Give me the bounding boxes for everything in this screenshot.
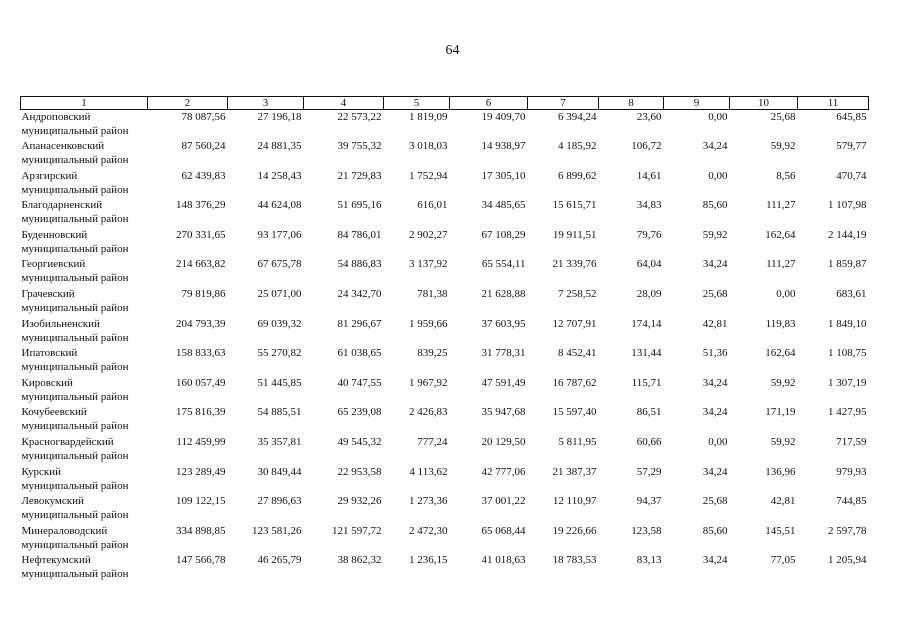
value-cell: 270 331,65 — [176, 228, 226, 241]
value-cell: 162,64 — [765, 347, 796, 360]
table-row — [21, 553, 869, 583]
value-cell: 3 018,03 — [409, 140, 448, 153]
district-type: муниципальный район — [21, 450, 129, 463]
district-name-cell — [21, 257, 148, 287]
value-cell: 744,85 — [836, 495, 867, 508]
district-name: Георгиевский — [21, 258, 86, 271]
column-header: 9 — [664, 97, 730, 110]
value-cell: 123 289,49 — [176, 465, 226, 478]
district-name-cell — [21, 110, 148, 140]
value-cell: 1 849,10 — [828, 317, 867, 330]
value-cell: 59,92 — [770, 436, 796, 449]
value-cell: 12 707,91 — [552, 317, 597, 330]
table-row — [21, 376, 869, 406]
column-header: 3 — [228, 97, 304, 110]
value-cell: 1 967,92 — [409, 376, 448, 389]
value-cell: 77,05 — [770, 554, 796, 567]
value-cell: 54 885,51 — [257, 406, 302, 419]
district-type: муниципальный район — [21, 272, 129, 285]
value-cell: 55 270,82 — [257, 347, 302, 360]
value-cell: 8 452,41 — [558, 347, 597, 360]
district-name: Апанасенковский — [21, 140, 105, 153]
district-name-cell — [21, 317, 148, 347]
value-cell: 645,85 — [836, 111, 867, 123]
value-cell: 34,83 — [636, 199, 662, 212]
value-cell: 46 265,79 — [257, 554, 302, 567]
value-cell: 175 816,39 — [176, 406, 226, 419]
value-cell: 106,72 — [631, 140, 662, 153]
value-cell: 64,04 — [636, 258, 662, 271]
district-type: муниципальный район — [21, 390, 129, 403]
district-type: муниципальный район — [21, 509, 129, 522]
value-cell: 23,60 — [636, 111, 662, 123]
value-cell: 37 603,95 — [481, 317, 526, 330]
table-row — [21, 139, 869, 169]
district-type: муниципальный район — [21, 183, 129, 196]
value-cell: 1 819,09 — [409, 111, 448, 123]
value-cell: 717,59 — [836, 436, 867, 449]
value-cell: 34 485,65 — [481, 199, 526, 212]
value-cell: 22 953,58 — [337, 465, 382, 478]
value-cell: 19 911,51 — [552, 228, 597, 241]
value-cell: 21 339,76 — [552, 258, 597, 271]
value-cell: 59,92 — [770, 140, 796, 153]
district-type: муниципальный район — [21, 154, 129, 167]
value-cell: 579,77 — [836, 140, 867, 153]
value-cell: 41 018,63 — [481, 554, 526, 567]
district-name: Андроповский — [21, 111, 91, 123]
value-cell: 0,00 — [708, 169, 728, 182]
value-cell: 145,51 — [765, 524, 796, 537]
value-cell: 214 663,82 — [176, 258, 226, 271]
value-cell: 17 305,10 — [481, 169, 526, 182]
value-cell: 131,44 — [631, 347, 662, 360]
value-cell: 19 226,66 — [552, 524, 597, 537]
district-name-cell — [21, 405, 148, 435]
district-name: Левокумский — [21, 495, 84, 508]
value-cell: 86,51 — [636, 406, 662, 419]
value-cell: 57,29 — [636, 465, 662, 478]
value-cell: 25,68 — [702, 495, 728, 508]
value-cell: 65 554,11 — [481, 258, 526, 271]
district-name-cell — [21, 435, 148, 465]
value-cell: 47 591,49 — [481, 376, 526, 389]
district-type: муниципальный район — [21, 331, 129, 344]
value-cell: 123 581,26 — [252, 524, 302, 537]
value-cell: 93 177,06 — [257, 228, 302, 241]
value-cell: 119,83 — [765, 317, 796, 330]
value-cell: 121 597,72 — [332, 524, 382, 537]
column-header: 10 — [730, 97, 798, 110]
value-cell: 16 787,62 — [552, 376, 597, 389]
value-cell: 65 239,08 — [337, 406, 382, 419]
value-cell: 18 783,53 — [552, 554, 597, 567]
value-cell: 15 615,71 — [552, 199, 597, 212]
value-cell: 781,38 — [417, 288, 448, 301]
value-cell: 839,25 — [417, 347, 448, 360]
value-cell: 67 675,78 — [257, 258, 302, 271]
district-name-cell — [21, 524, 148, 554]
table-row — [21, 494, 869, 524]
district-type: муниципальный район — [21, 568, 129, 581]
value-cell: 15 597,40 — [552, 406, 597, 419]
value-cell: 0,00 — [708, 111, 728, 123]
value-cell: 112 459,99 — [176, 436, 226, 449]
value-cell: 1 307,19 — [828, 376, 867, 389]
value-cell: 1 273,36 — [409, 495, 448, 508]
value-cell: 35 357,81 — [257, 436, 302, 449]
value-cell: 109 122,15 — [176, 495, 226, 508]
district-name: Кочубеевский — [21, 406, 87, 419]
value-cell: 40 747,55 — [337, 376, 382, 389]
value-cell: 204 793,39 — [176, 317, 226, 330]
table-row — [21, 228, 869, 258]
district-type: муниципальный район — [21, 213, 129, 226]
value-cell: 54 886,83 — [337, 258, 382, 271]
value-cell: 78 087,56 — [181, 111, 226, 123]
value-cell: 25,68 — [702, 288, 728, 301]
district-type: муниципальный район — [21, 125, 129, 137]
value-cell: 42,81 — [770, 495, 796, 508]
table-row — [21, 465, 869, 495]
value-cell: 27 196,18 — [257, 111, 302, 123]
value-cell: 34,24 — [702, 406, 728, 419]
district-name-cell — [21, 287, 148, 317]
header-row — [21, 97, 869, 110]
budget-table — [20, 96, 869, 583]
value-cell: 1 107,98 — [828, 199, 867, 212]
value-cell: 4 113,62 — [409, 465, 448, 478]
value-cell: 51 445,85 — [257, 376, 302, 389]
district-name: Нефтекумский — [21, 554, 91, 567]
value-cell: 2 144,19 — [828, 228, 867, 241]
district-name: Грачевский — [21, 288, 75, 301]
district-name-cell — [21, 139, 148, 169]
value-cell: 174,14 — [631, 317, 662, 330]
value-cell: 42,81 — [702, 317, 728, 330]
value-cell: 39 755,32 — [337, 140, 382, 153]
value-cell: 62 439,83 — [181, 169, 226, 182]
value-cell: 1 108,75 — [828, 347, 867, 360]
value-cell: 34,24 — [702, 465, 728, 478]
district-type: муниципальный район — [21, 420, 129, 433]
value-cell: 35 947,68 — [481, 406, 526, 419]
value-cell: 69 039,32 — [257, 317, 302, 330]
table-row — [21, 169, 869, 199]
value-cell: 42 777,06 — [481, 465, 526, 478]
district-name: Красногвардейский — [21, 436, 114, 449]
value-cell: 111,27 — [766, 199, 796, 212]
value-cell: 2 426,83 — [409, 406, 448, 419]
value-cell: 34,24 — [702, 258, 728, 271]
value-cell: 79,76 — [636, 228, 662, 241]
column-header: 7 — [528, 97, 599, 110]
district-name-cell — [21, 553, 148, 583]
district-type: муниципальный район — [21, 538, 129, 551]
table-row — [21, 435, 869, 465]
value-cell: 67 108,29 — [481, 228, 526, 241]
value-cell: 44 624,08 — [257, 199, 302, 212]
value-cell: 31 778,31 — [481, 347, 526, 360]
value-cell: 777,24 — [417, 436, 448, 449]
value-cell: 1 959,66 — [409, 317, 448, 330]
value-cell: 61 038,65 — [337, 347, 382, 360]
value-cell: 79 819,86 — [181, 288, 226, 301]
value-cell: 21 387,37 — [552, 465, 597, 478]
page-number: 64 — [445, 43, 460, 58]
district-type: муниципальный район — [21, 302, 129, 315]
district-name: Ипатовский — [21, 347, 78, 360]
value-cell: 19 409,70 — [481, 111, 526, 123]
value-cell: 38 862,32 — [337, 554, 382, 567]
value-cell: 123,58 — [631, 524, 662, 537]
table-row — [21, 317, 869, 347]
value-cell: 51,36 — [702, 347, 728, 360]
value-cell: 14,61 — [636, 169, 662, 182]
value-cell: 1 859,87 — [828, 258, 867, 271]
value-cell: 136,96 — [765, 465, 796, 478]
district-name: Арзгирский — [21, 169, 78, 182]
value-cell: 158 833,63 — [176, 347, 226, 360]
value-cell: 2 472,30 — [409, 524, 448, 537]
value-cell: 84 786,01 — [337, 228, 382, 241]
value-cell: 3 137,92 — [409, 258, 448, 271]
value-cell: 160 057,49 — [176, 376, 226, 389]
value-cell: 51 695,16 — [337, 199, 382, 212]
table-row — [21, 287, 869, 317]
district-name-cell — [21, 228, 148, 258]
value-cell: 470,74 — [836, 169, 867, 182]
value-cell: 14 938,97 — [481, 140, 526, 153]
value-cell: 24 881,35 — [257, 140, 302, 153]
value-cell: 59,92 — [770, 376, 796, 389]
column-header: 11 — [798, 97, 869, 110]
value-cell: 0,00 — [776, 288, 796, 301]
value-cell: 1 427,95 — [828, 406, 867, 419]
table-body — [21, 110, 869, 584]
value-cell: 20 129,50 — [481, 436, 526, 449]
district-name-cell — [21, 346, 148, 376]
value-cell: 1 205,94 — [828, 554, 867, 567]
district-name-cell — [21, 169, 148, 199]
value-cell: 85,60 — [702, 524, 728, 537]
value-cell: 334 898,85 — [176, 524, 226, 537]
district-type: муниципальный район — [21, 242, 129, 255]
column-header: 5 — [384, 97, 450, 110]
value-cell: 2 902,27 — [409, 228, 448, 241]
value-cell: 6 394,24 — [558, 111, 597, 123]
table-row — [21, 346, 869, 376]
value-cell: 147 566,78 — [176, 554, 226, 567]
column-header: 2 — [148, 97, 228, 110]
value-cell: 87 560,24 — [181, 140, 226, 153]
column-header: 6 — [450, 97, 528, 110]
value-cell: 171,19 — [765, 406, 796, 419]
value-cell: 34,24 — [702, 376, 728, 389]
district-name-cell — [21, 376, 148, 406]
value-cell: 60,66 — [636, 436, 662, 449]
value-cell: 83,13 — [636, 554, 662, 567]
value-cell: 34,24 — [702, 554, 728, 567]
value-cell: 34,24 — [702, 140, 728, 153]
column-header: 8 — [599, 97, 664, 110]
value-cell: 6 899,62 — [558, 169, 597, 182]
value-cell: 5 811,95 — [558, 436, 597, 449]
table-row — [21, 198, 869, 228]
value-cell: 683,61 — [836, 288, 867, 301]
value-cell: 1 752,94 — [409, 169, 448, 182]
district-name: Буденновский — [21, 228, 88, 241]
column-header: 4 — [304, 97, 384, 110]
value-cell: 22 573,22 — [337, 111, 382, 123]
district-name: Курский — [21, 465, 62, 478]
value-cell: 81 296,67 — [337, 317, 382, 330]
district-type: муниципальный район — [21, 479, 129, 492]
district-name-cell — [21, 494, 148, 524]
value-cell: 0,00 — [708, 436, 728, 449]
value-cell: 28,09 — [636, 288, 662, 301]
district-name-cell — [21, 465, 148, 495]
district-type: муниципальный район — [21, 361, 129, 374]
value-cell: 30 849,44 — [257, 465, 302, 478]
value-cell: 2 597,78 — [828, 524, 867, 537]
district-name: Благодарненский — [21, 199, 103, 212]
table-row — [21, 257, 869, 287]
district-name: Минераловодский — [21, 524, 108, 537]
value-cell: 162,64 — [765, 228, 796, 241]
value-cell: 85,60 — [702, 199, 728, 212]
value-cell: 25,68 — [770, 111, 796, 123]
value-cell: 1 236,15 — [409, 554, 448, 567]
value-cell: 14 258,43 — [257, 169, 302, 182]
district-name: Кировский — [21, 376, 73, 389]
district-name-cell — [21, 198, 148, 228]
table-row — [21, 524, 869, 554]
value-cell: 4 185,92 — [558, 140, 597, 153]
value-cell: 979,93 — [836, 465, 867, 478]
value-cell: 111,27 — [766, 258, 796, 271]
value-cell: 59,92 — [702, 228, 728, 241]
value-cell: 148 376,29 — [176, 199, 226, 212]
value-cell: 29 932,26 — [337, 495, 382, 508]
value-cell: 94,37 — [636, 495, 662, 508]
value-cell: 616,01 — [417, 199, 448, 212]
value-cell: 21 628,88 — [481, 288, 526, 301]
value-cell: 115,71 — [631, 376, 662, 389]
table-row — [21, 405, 869, 435]
value-cell: 7 258,52 — [558, 288, 597, 301]
value-cell: 25 071,00 — [257, 288, 302, 301]
value-cell: 37 001,22 — [481, 495, 526, 508]
value-cell: 27 896,63 — [257, 495, 302, 508]
value-cell: 8,56 — [776, 169, 796, 182]
value-cell: 21 729,83 — [337, 169, 382, 182]
column-header: 1 — [21, 97, 148, 110]
value-cell: 12 110,97 — [552, 495, 597, 508]
district-name: Изобильненский — [21, 317, 100, 330]
value-cell: 65 068,44 — [481, 524, 526, 537]
value-cell: 49 545,32 — [337, 436, 382, 449]
value-cell: 24 342,70 — [337, 288, 382, 301]
table-row — [21, 110, 869, 140]
